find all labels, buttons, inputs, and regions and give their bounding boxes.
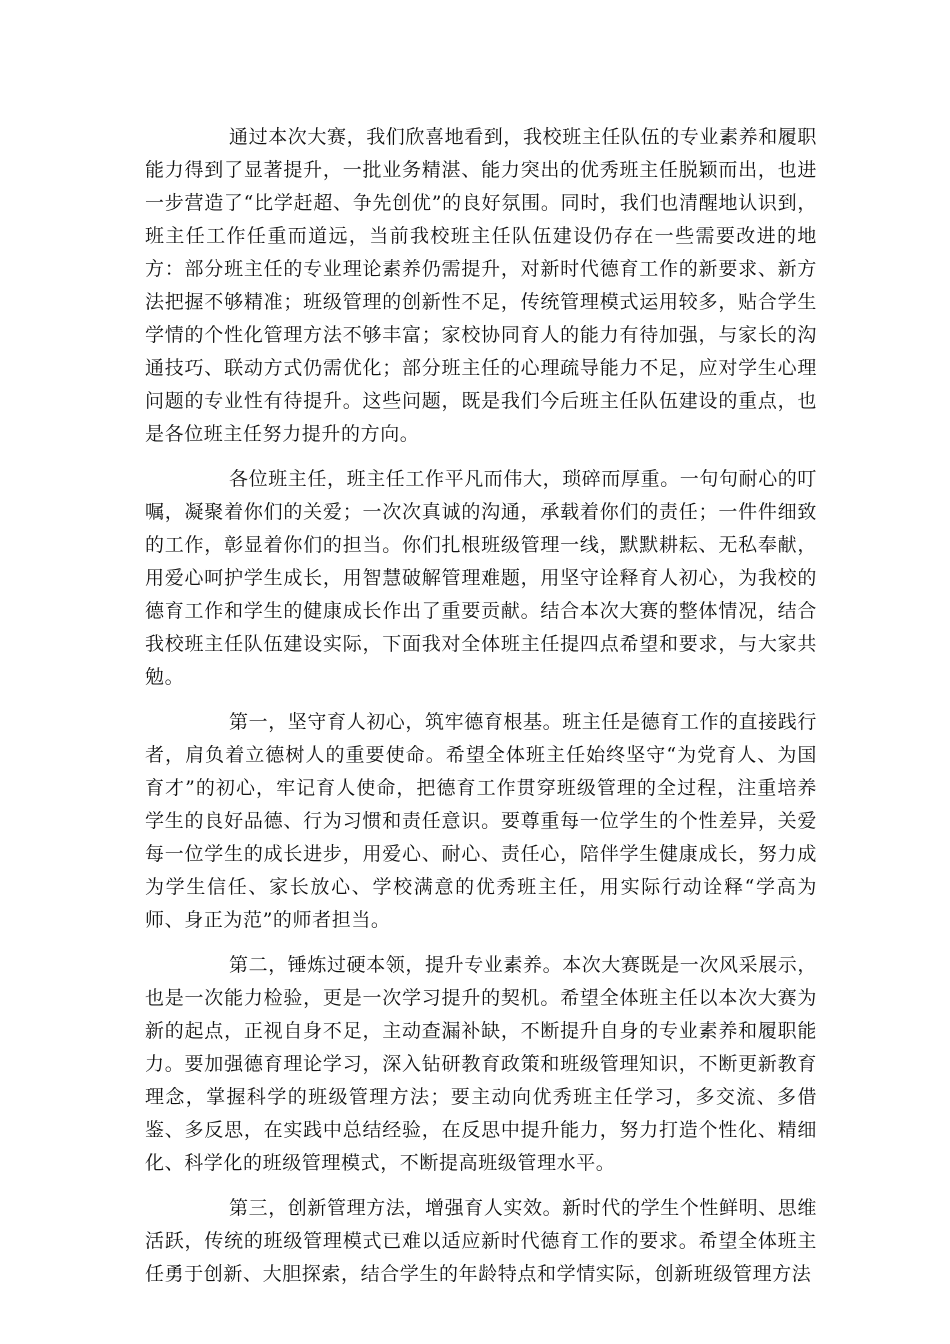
paragraph-2: 各位班主任，班主任工作平凡而伟大，琐碎而厚重。一句句耐心的叮嘱，凝聚着你们的关爱；一次次真诚的沟通，承载着你们的责任；一件件细致的工作，彰显着你们的担当。你们扎根班级管理一线，默默耕耘、无私奉献，用爱心呵护学生成长，用智慧破解管理难题，用坚守诠释育人初心，为我校的德育工作和学生的健康成长作出了重要贡献。结合本次大赛的整体情况，结合我校班主任队伍建设实际，下面我对全体班主任提四点希望和要求，与大家共勉。	[145, 468, 818, 688]
paragraph-4: 第二，锤炼过硬本领，提升专业素养。本次大赛既是一次风采展示，也是一次能力检验，更是一次学习提升的契机。希望全体班主任以本次大赛为新的起点，正视自身不足，主动查漏补缺，不断提升自身的专业素养和履职能力。要加强德育理论学习，深入钻研教育政策和班级管理知识，不断更新教育理念，掌握科学的班级管理方法；要主动向优秀班主任学习，多交流、多借鉴、多反思，在实践中总结经验，在反思中提升能力，努力打造个性化、精细化、科学化的班级管理模式，不断提高班级管理水平。	[145, 954, 818, 1174]
document-body	[145, 121, 817, 1303]
paragraph-3: 第一，坚守育人初心，筑牢德育根基。班主任是德育工作的直接践行者，肩负着立德树人的重要使命。希望全体班主任始终坚守“为党育人、为国育才”的初心，牢记育人使命，把德育工作贯穿班级管理的全过程，注重培养学生的良好品德、行为习惯和责任意识。要尊重每一位学生的个性差异，关爱每一位学生的成长进步，用爱心、耐心、责任心，陪伴学生健康成长，努力成为学生信任、家长放心、学校满意的优秀班主任，用实际行动诠释“学高为师、身正为范”的师者担当。	[145, 711, 818, 931]
paragraph-1: 通过本次大赛，我们欣喜地看到，我校班主任队伍的专业素养和履职能力得到了显著提升，一批业务精湛、能力突出的优秀班主任脱颖而出，也进一步营造了“比学赶超、争先创优”的良好氛围。同时，我们也清醒地认识到，班主任工作任重而道远，当前我校班主任队伍建设仍存在一些需要改进的地方：部分班主任的专业理论素养仍需提升，对新时代德育工作的新要求、新方法把握不够精准；班级管理的创新性不足，传统管理模式运用较多，贴合学生学情的个性化管理方法不够丰富；家校协同育人的能力有待加强，与家长的沟通技巧、联动方式仍需优化；部分班主任的心理疏导能力不足，应对学生心理问题的专业性有待提升。这些问题，既是我们今后班主任队伍建设的重点，也是各位班主任努力提升的方向。	[145, 126, 818, 445]
paragraph-5: 第三，创新管理方法，增强育人实效。新时代的学生个性鲜明、思维活跃，传统的班级管理模式已难以适应新时代德育工作的要求。希望全体班主任勇于创新、大胆探索，结合学生的年龄特点和学情实际，创新班级管理方法	[145, 1197, 818, 1285]
